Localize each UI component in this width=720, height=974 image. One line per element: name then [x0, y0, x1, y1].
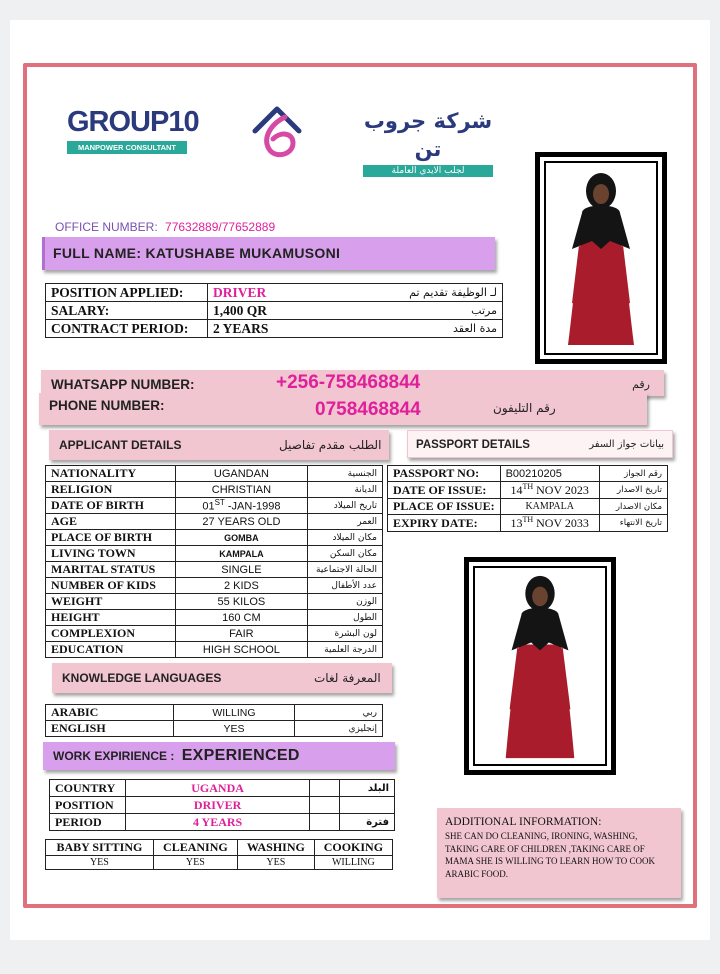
applicant-row-value: FAIR: [175, 626, 307, 642]
experience-row-label: POSITION: [50, 797, 126, 814]
skills-header-row: [46, 840, 393, 856]
applicant-row-value-rest: -JAN-1998: [224, 500, 281, 513]
passport-details-title: PASSPORT DETAILS: [416, 439, 530, 451]
applicant-row-ar: الديانة: [308, 482, 383, 498]
passport-row-value: [500, 482, 599, 499]
applicant-row-value: 55 KILOS: [175, 594, 307, 610]
office-number-label: OFFICE NUMBER:: [55, 220, 158, 234]
arabic-company-tagline: لجلب الايدي العاملة: [363, 165, 493, 177]
position-row-ar: لـ الوظيفة تقديم تم: [388, 284, 503, 302]
applicant-row-ar: الدرجة العلمية: [308, 642, 383, 658]
phone-bar: [39, 393, 647, 425]
position-row-ar: مدة العقد: [388, 320, 503, 338]
position-row-value: 1,400 QR: [208, 302, 388, 320]
experience-row-value: UGANDA: [125, 780, 309, 797]
applicant-row: [46, 466, 383, 482]
work-experience-value: EXPERIENCED: [181, 747, 300, 764]
skills-value-cell: WILLING: [314, 856, 392, 870]
experience-row-spacer: [310, 814, 340, 831]
passport-row-label: PLACE OF ISSUE:: [388, 499, 501, 515]
applicant-row-ar: عدد الأطفال: [308, 578, 383, 594]
experience-table: [49, 779, 395, 831]
applicant-row-label: LIVING TOWN: [46, 546, 176, 562]
applicant-row-ar: تاريخ الميلاد: [308, 498, 383, 514]
group10-tagline: MANPOWER CONSULTANT: [67, 141, 187, 154]
applicant-row: [46, 626, 383, 642]
applicant-row-value: SINGLE: [175, 562, 307, 578]
applicant-row-ar: العمر: [308, 514, 383, 530]
phone-ar-label: رقم التليفون: [493, 401, 556, 415]
applicant-row-ar: مكان السكن: [308, 546, 383, 562]
applicant-row-label: HEIGHT: [46, 610, 176, 626]
applicant-row-label: NUMBER OF KIDS: [46, 578, 176, 594]
language-row-ar: إنجليزي: [295, 721, 383, 737]
applicant-row-label: EDUCATION: [46, 642, 176, 658]
applicant-row-label: AGE: [46, 514, 176, 530]
experience-row: [50, 797, 395, 814]
position-row: [46, 302, 503, 320]
passport-row-value-rest: NOV 2023: [533, 483, 589, 497]
applicant-row-ar: الطول: [308, 610, 383, 626]
applicant-row-value: 160 CM: [175, 610, 307, 626]
language-row-label: ENGLISH: [46, 721, 174, 737]
language-row: [46, 705, 383, 721]
position-row: [46, 284, 503, 302]
applicant-row: [46, 482, 383, 498]
position-row-value: 2 YEARS: [208, 320, 388, 338]
experience-row-ar: فترة: [340, 814, 395, 831]
position-row: [46, 320, 503, 338]
experience-row-ar: البلد: [340, 780, 395, 797]
experience-row-spacer: [310, 797, 340, 814]
applicant-row-value: 27 YEARS OLD: [175, 514, 307, 530]
passport-row-label: PASSPORT NO:: [388, 466, 501, 482]
skills-table: [45, 839, 393, 870]
applicant-row: [46, 610, 383, 626]
applicant-row-label: RELIGION: [46, 482, 176, 498]
office-number-value: 77632889/77652889: [165, 220, 276, 234]
applicant-row-value: 2 KIDS: [175, 578, 307, 594]
applicant-details-table: [45, 465, 383, 658]
languages-title-ar: المعرفة لغات: [314, 671, 381, 685]
languages-table: [45, 704, 383, 737]
skills-header-cell: COOKING: [314, 840, 392, 856]
passport-row-ar: تاريخ الانتهاء: [599, 515, 667, 532]
applicant-row-label: COMPLEXION: [46, 626, 176, 642]
person-figure-icon-2: [475, 568, 605, 764]
applicant-row-value: CHRISTIAN: [175, 482, 307, 498]
applicant-row-label: MARITAL STATUS: [46, 562, 176, 578]
office-number: [55, 220, 275, 234]
applicant-row-label: NATIONALITY: [46, 466, 176, 482]
additional-info-box: [437, 808, 681, 898]
experience-row-label: COUNTRY: [50, 780, 126, 797]
language-row-value: WILLING: [173, 705, 295, 721]
applicant-row-ar: لون البشرة: [308, 626, 383, 642]
passport-row-label: EXPIRY DATE:: [388, 515, 501, 532]
skills-value-cell: YES: [46, 856, 154, 870]
languages-header: [52, 663, 392, 693]
passport-row-value-rest: NOV 2033: [533, 516, 589, 530]
passport-row-value-day: 14: [510, 483, 523, 497]
passport-row-value: KAMPALA: [500, 499, 599, 515]
passport-row-value: B00210205: [500, 466, 599, 482]
applicant-row-value: KAMPALA: [175, 546, 307, 562]
phone-number: 0758468844: [315, 399, 421, 420]
applicant-row: [46, 642, 383, 658]
whatsapp-ar-label: رقم: [632, 378, 650, 391]
skills-header-cell: WASHING: [237, 840, 314, 856]
applicant-row-label: WEIGHT: [46, 594, 176, 610]
passport-row-value-ordinal: TH: [522, 515, 534, 524]
passport-row: [388, 499, 668, 515]
passport-row-ar: تاريخ الاصدار: [599, 482, 667, 499]
passport-row-value-ordinal: TH: [522, 482, 534, 491]
skills-value-row: [46, 856, 393, 870]
language-row-value: YES: [173, 721, 295, 737]
applicant-row-value-day: 01: [202, 500, 215, 513]
applicant-row: [46, 530, 383, 546]
applicant-details-title: APPLICANT DETAILS: [59, 438, 182, 452]
skills-header-cell: CLEANING: [153, 840, 237, 856]
applicant-row-value: GOMBA: [175, 530, 307, 546]
phone-label: PHONE NUMBER:: [49, 398, 165, 413]
experience-row: [50, 780, 395, 797]
position-row-ar: مرتب: [388, 302, 503, 320]
work-experience-label: WORK EXPIRIENCE :: [53, 749, 175, 763]
additional-info-title: ADDITIONAL INFORMATION:: [445, 816, 602, 828]
position-row-label: CONTRACT PERIOD:: [46, 320, 208, 338]
position-row-value: DRIVER: [208, 284, 388, 302]
passport-row-value: [500, 515, 599, 532]
experience-row: [50, 814, 395, 831]
applicant-row-value: HIGH SCHOOL: [175, 642, 307, 658]
applicant-photo-second: [464, 557, 616, 775]
work-experience-header: [43, 742, 395, 770]
passport-details-title-ar: بيانات جواز السفر: [589, 439, 664, 450]
emblem-icon: [249, 103, 305, 161]
experience-row-ar: [340, 797, 395, 814]
experience-row-label: PERIOD: [50, 814, 126, 831]
language-row: [46, 721, 383, 737]
group10-logo: [67, 106, 199, 154]
applicant-row: [46, 546, 383, 562]
language-row-ar: ربي: [295, 705, 383, 721]
experience-row-spacer: [310, 780, 340, 797]
whatsapp-label: WHATSAPP NUMBER:: [51, 377, 195, 392]
passport-row: [388, 515, 668, 532]
applicant-row-label: PLACE OF BIRTH: [46, 530, 176, 546]
languages-title: KNOWLEDGE LANGUAGES: [62, 671, 222, 685]
applicant-row-ar: الحالة الاجتماعية: [308, 562, 383, 578]
applicant-details-title-ar: الطلب مقدم تفاصيل: [279, 438, 382, 452]
arabic-company-logo: [363, 107, 493, 177]
passport-row: [388, 466, 668, 482]
additional-info-text: SHE CAN DO CLEANING, IRONING, WASHING, TAKING CARE OF CHILDREN ,TAKING CARE OF MAMA SHE IS WILLING TO LEARN HOW TO COOK ARABIC FOOD.: [445, 831, 656, 879]
full-name-bar: FULL NAME: KATUSHABE MUKAMUSONI: [42, 237, 495, 270]
applicant-row-ar: الجنسية: [308, 466, 383, 482]
arabic-company-name: شركة جروب تن: [363, 109, 493, 161]
cv-frame: [23, 63, 697, 908]
applicant-row-label: DATE OF BIRTH: [46, 498, 176, 514]
passport-row: [388, 482, 668, 499]
skills-value-cell: YES: [237, 856, 314, 870]
skills-header-cell: BABY SITTING: [46, 840, 154, 856]
applicant-photo-full: [535, 152, 667, 364]
applicant-row-value: UGANDAN: [175, 466, 307, 482]
position-row-label: POSITION APPLIED:: [46, 284, 208, 302]
applicant-row-value: [175, 498, 307, 514]
passport-details-header: [407, 430, 673, 458]
skills-value-cell: YES: [153, 856, 237, 870]
applicant-row-ar: الوزن: [308, 594, 383, 610]
applicant-row: [46, 578, 383, 594]
position-row-label: SALARY:: [46, 302, 208, 320]
person-figure-icon: [546, 163, 656, 353]
passport-table: [387, 465, 668, 532]
position-table: [45, 283, 503, 338]
passport-row-value-day: 13: [510, 516, 523, 530]
applicant-row-value-ordinal: ST: [214, 498, 225, 508]
applicant-row: [46, 514, 383, 530]
experience-row-value: DRIVER: [125, 797, 309, 814]
applicant-row: [46, 498, 383, 514]
applicant-row: [46, 562, 383, 578]
passport-row-label: DATE OF ISSUE:: [388, 482, 501, 499]
applicant-details-header: [49, 430, 389, 460]
applicant-row: [46, 594, 383, 610]
group10-logo-text: GROUP10: [67, 106, 199, 138]
whatsapp-number: +256-758468844: [276, 372, 421, 393]
applicant-row-ar: مكان الميلاد: [308, 530, 383, 546]
passport-row-ar: مكان الاصدار: [599, 499, 667, 515]
language-row-label: ARABIC: [46, 705, 174, 721]
experience-row-value: 4 YEARS: [125, 814, 309, 831]
passport-row-ar: رقم الجواز: [599, 466, 667, 482]
